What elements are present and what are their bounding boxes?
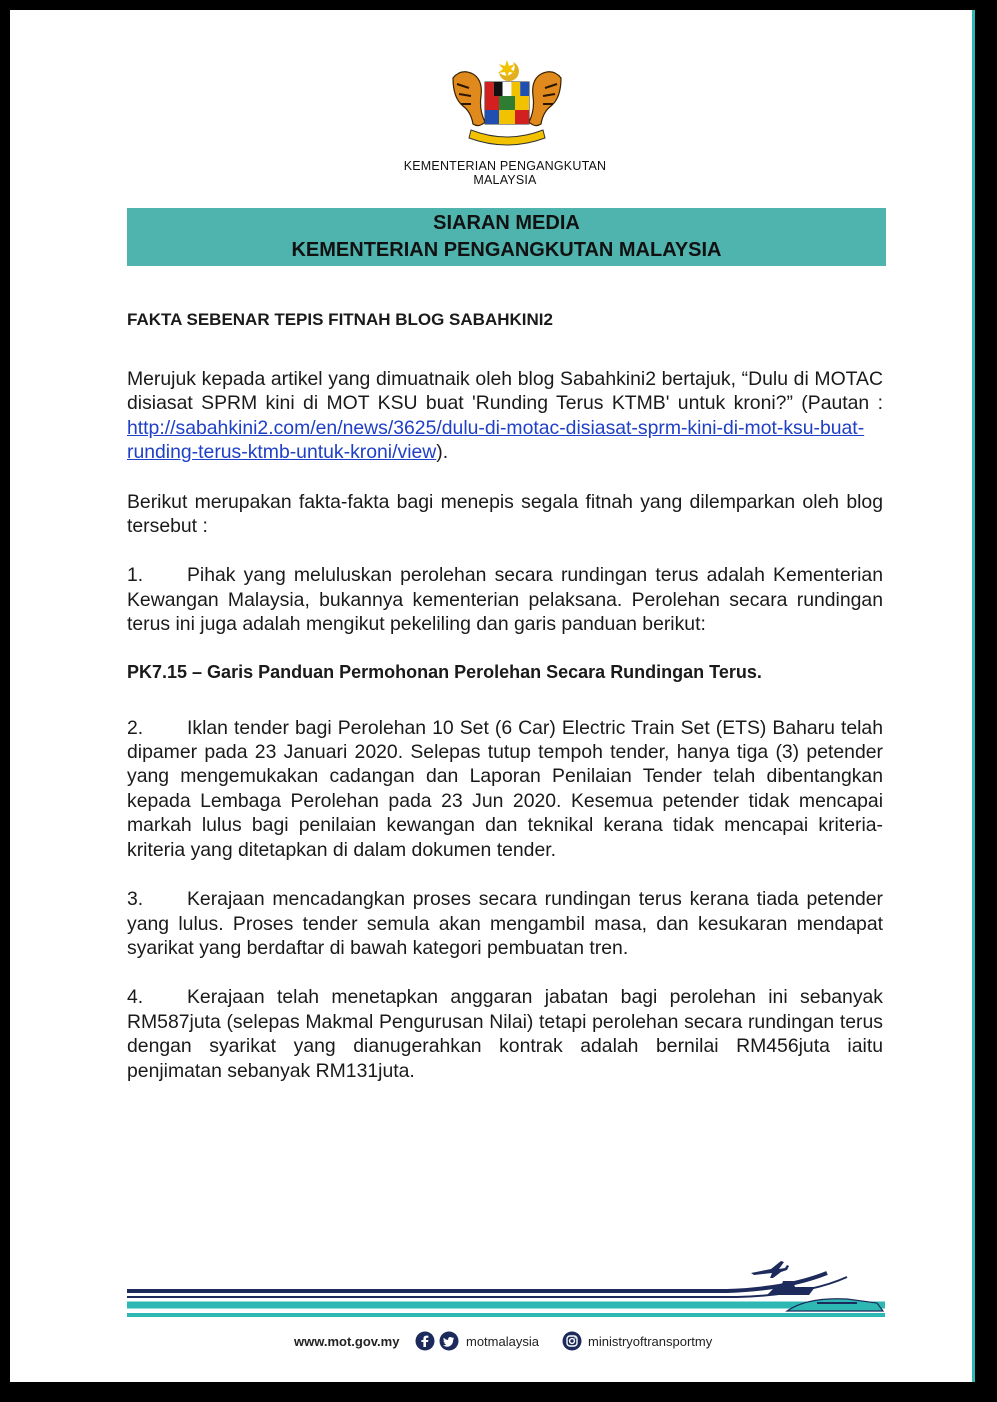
ship-icon	[767, 1281, 815, 1295]
point-1	[127, 563, 883, 636]
coat-of-arms-icon	[443, 58, 571, 150]
ministry-line-1: KEMENTERIAN PENGANGKUTAN	[403, 159, 607, 173]
point-4	[127, 985, 883, 1083]
banner-subtitle: KEMENTERIAN PENGANGKUTAN MALAYSIA	[291, 239, 722, 261]
point-4-number: 4.	[127, 986, 144, 1009]
banner-title: SIARAN MEDIA	[433, 212, 580, 234]
point-2	[127, 716, 883, 862]
transport-footer-graphic	[127, 1261, 885, 1325]
article-title: FAKTA SEBENAR TEPIS FITNAH BLOG SABAHKINI2	[127, 310, 553, 329]
website-link[interactable]: www.mot.gov.my	[294, 1334, 400, 1349]
instagram-icon[interactable]	[562, 1331, 582, 1351]
intro-paragraph	[127, 367, 883, 465]
lead-in-paragraph: Berikut merupakan fakta-fakta bagi menepis segala fitnah yang dilemparkan oleh blog tersebut :	[127, 490, 883, 538]
point-1-text: Pihak yang meluluskan perolehan secara rundingan terus adalah Kementerian Kewangan Malaysia, bukannya kementerian pelaksana. Perolehan secara rundingan terus ini juga adalah mengikut pekeliling dan garis panduan berikut:	[127, 564, 883, 636]
social-handle[interactable]: motmalaysia	[466, 1334, 539, 1349]
facebook-icon[interactable]	[415, 1331, 435, 1351]
twitter-icon[interactable]	[439, 1331, 459, 1351]
guideline-heading: PK7.15 – Garis Panduan Permohonan Perolehan Secara Rundingan Terus.	[127, 661, 762, 682]
intro-end: ).	[436, 441, 449, 464]
source-link[interactable]: http://sabahkini2.com/en/news/3625/dulu-di-motac-disiasat-sprm-kini-di-mot-ksu-buat-runding-terus-ktmb-untuk-kroni/view	[127, 416, 865, 464]
ministry-line-2: MALAYSIA	[473, 173, 537, 187]
airplane-icon	[751, 1261, 789, 1278]
point-1-number: 1.	[127, 564, 144, 587]
point-4-text: Kerajaan telah menetapkan anggaran jabatan bagi perolehan ini sebanyak RM587juta (selepas Makmal Pengurusan Nilai) tetapi perolehan secara rundingan terus dengan syarikat yang dianugerahkan kontrak adalah bernilai RM456juta iaitu penjimatan sebanyak RM131juta.	[127, 986, 883, 1082]
train-icon	[787, 1299, 883, 1311]
point-2-number: 2.	[127, 716, 144, 739]
press-release-page	[10, 10, 972, 1382]
point-3-number: 3.	[127, 888, 144, 911]
instagram-handle[interactable]: ministryoftransportmy	[588, 1334, 713, 1349]
point-2-text: Iklan tender bagi Perolehan 10 Set (6 Car) Electric Train Set (ETS) Baharu telah dipamer pada 23 Januari 2020. Selepas tutup tempoh tender, hanya tiga (3) petender yang mengemukakan cadangan dan Laporan Penilaian Tender telah dibentangkan kepada Lembaga Perolehan pada 23 Jun 2020. Kesemua petender tidak mencapai markah lulus bagi penilaian kewangan dan teknikal kerana tidak mencapai kriteria-kriteria yang ditetapkan di dalam dokumen tender.	[127, 716, 883, 861]
point-3-text: Kerajaan mencadangkan proses secara rundingan terus kerana tiada petender yang lulus. Proses tender semula akan mengambil masa, dan kesukaran mendapat syarikat yang berdaftar di bawah kategori pembuatan tren.	[127, 888, 883, 959]
intro-text: Merujuk kepada artikel yang dimuatnaik oleh blog Sabahkini2 bertajuk, “Dulu di MOTAC disiasat SPRM kini di MOT KSU buat 'Runding Terus KTMB' untuk kroni?” (Pautan :	[127, 368, 883, 415]
press-release-banner	[127, 208, 886, 266]
ministry-name	[350, 159, 660, 187]
article-body	[127, 310, 883, 1108]
point-3	[127, 887, 883, 960]
